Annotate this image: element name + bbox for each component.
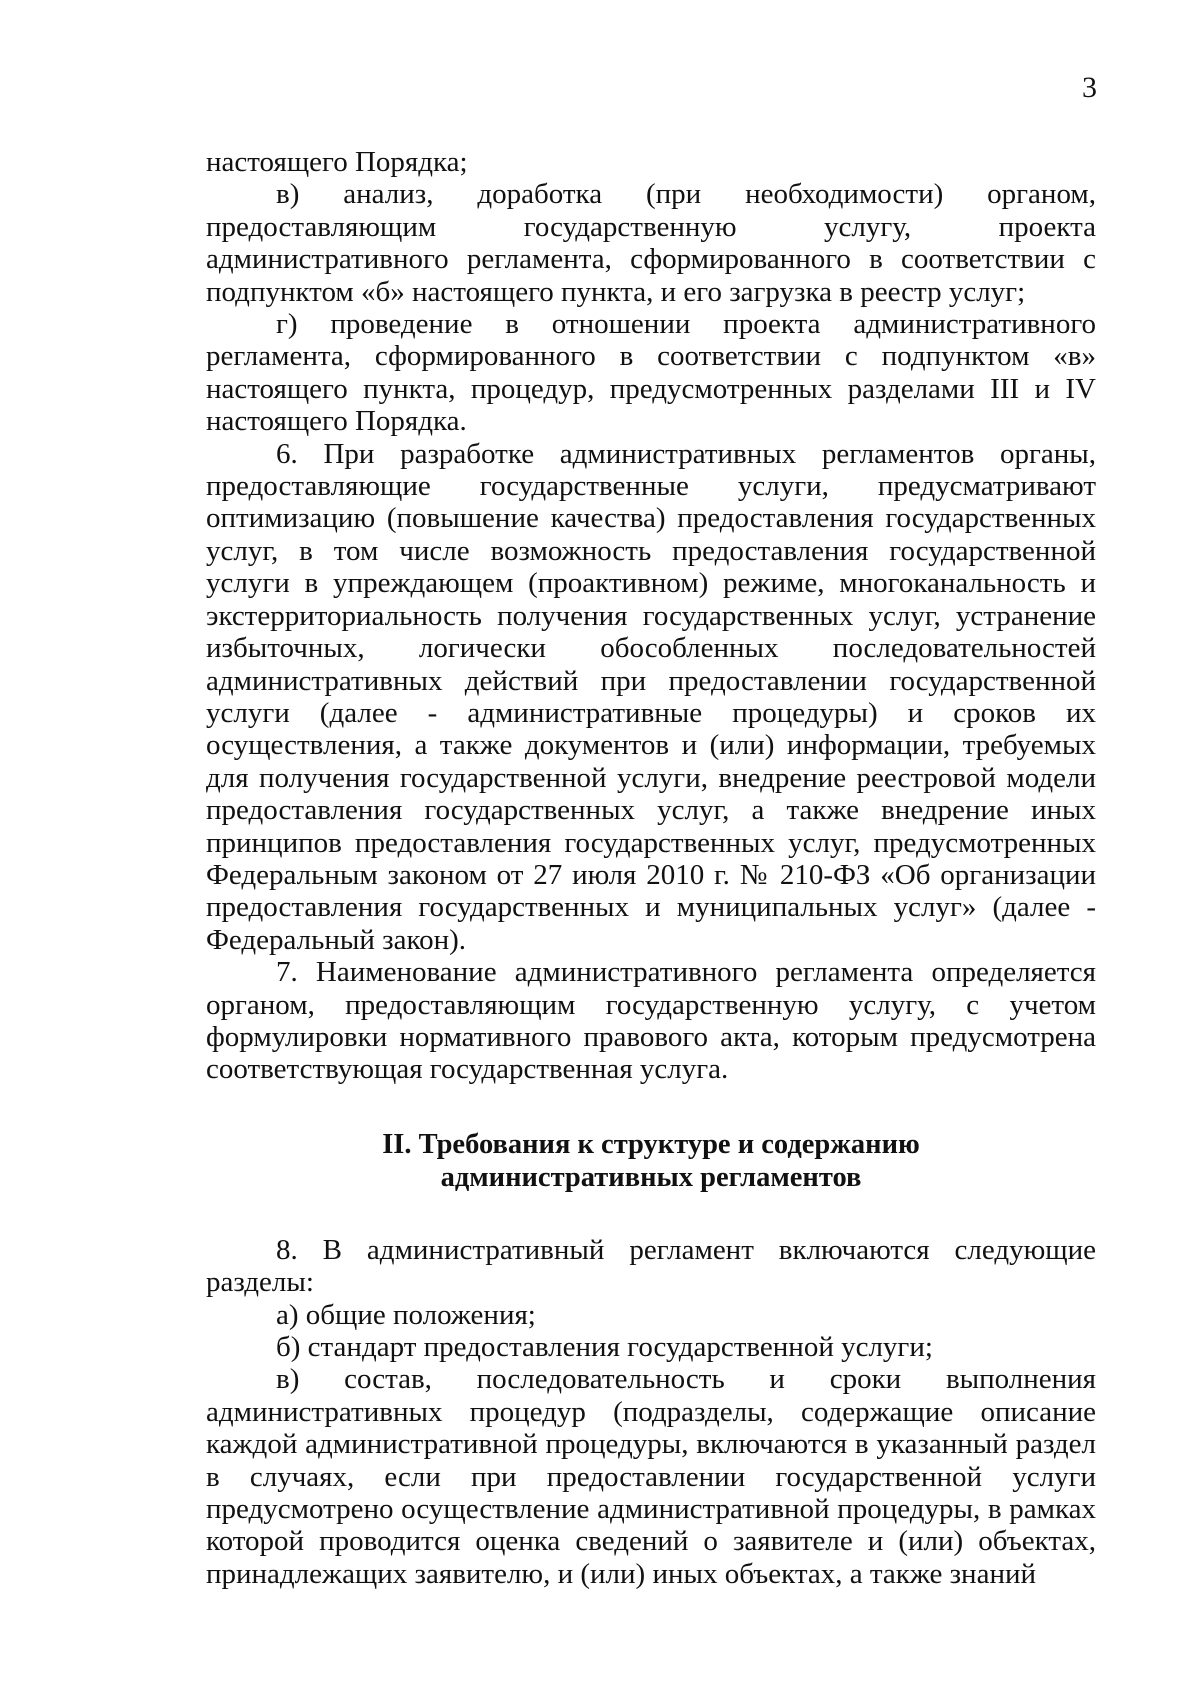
page-number: 3 [1082, 71, 1097, 104]
paragraph: 8. В административный регламент включаются следующие разделы: [206, 1233, 1096, 1299]
paragraph-group-after-heading [206, 1234, 1096, 1590]
paragraph: а) общие положения; [276, 1298, 536, 1331]
paragraph: в) состав, последовательность и сроки выполнения административных процедур (подразделы, содержащие описание каждой административной процедуры, включаются в указанный раздел в случаях, если при предоставлении государственной услуги предусмотрено осуществление административной процедуры, в рамках которой проводится оценка сведений о заявителе и (или) объектах, принадлежащих заявителю, и (или) иных объектах, а также знаний [206, 1363, 1096, 1590]
paragraph: 6. При разработке административных регламентов органы, предоставляющие государственные услуги, предусматривают оптимизацию (повышение качества) предоставления государственных услуг, в том числе возможность предоставления государственной услуги в упреждающем (проактивном) режиме, многоканальность и экстерриториальность получения государственных услуг, устранение избыточных, логически обособленных последовательностей административных действий при предоставлении государственной услуги (далее - административные процедуры) и сроков их осуществления, а также документов и (или) информации, требуемых для получения государственной услуги, внедрение реестровой модели предоставления государственных услуг, а также внедрение иных принципов предоставления государственных услуг, предусмотренных Федеральным законом от 27 июля 2010 г. № 210-ФЗ «Об организации предоставления государственных и муниципальных услуг» (далее - Федеральный закон). [206, 437, 1096, 956]
section-heading [206, 1128, 1096, 1194]
paragraph: г) проведение в отношении проекта административного регламента, сформированного в соответствии с подпунктом «в» настоящего пункта, процедур, предусмотренных разделами III и IV настоящего Порядка. [206, 308, 1096, 438]
paragraph-group-before-heading [206, 146, 1096, 1086]
paragraph: настоящего Порядка; [206, 146, 468, 178]
paragraph: б) стандарт предоставления государственной услуги; [276, 1331, 933, 1363]
section-heading-line: административных регламентов [440, 1161, 862, 1193]
section-heading-line: II. Требования к структуре и содержанию [382, 1128, 920, 1160]
paragraph: в) анализ, доработка (при необходимости) органом, предоставляющим государственную услугу, проекта административного регламента, сформированного в соответствии с подпунктом «б» настоящего пункта, и его загрузка в реестр услуг; [206, 178, 1096, 308]
paragraph: 7. Наименование административного регламента определяется органом, предоставляющим государственную услугу, с учетом формулировки нормативного правового акта, которым предусмотрена соответствующая государственная услуга. [206, 956, 1096, 1086]
document-body [206, 146, 1096, 1590]
